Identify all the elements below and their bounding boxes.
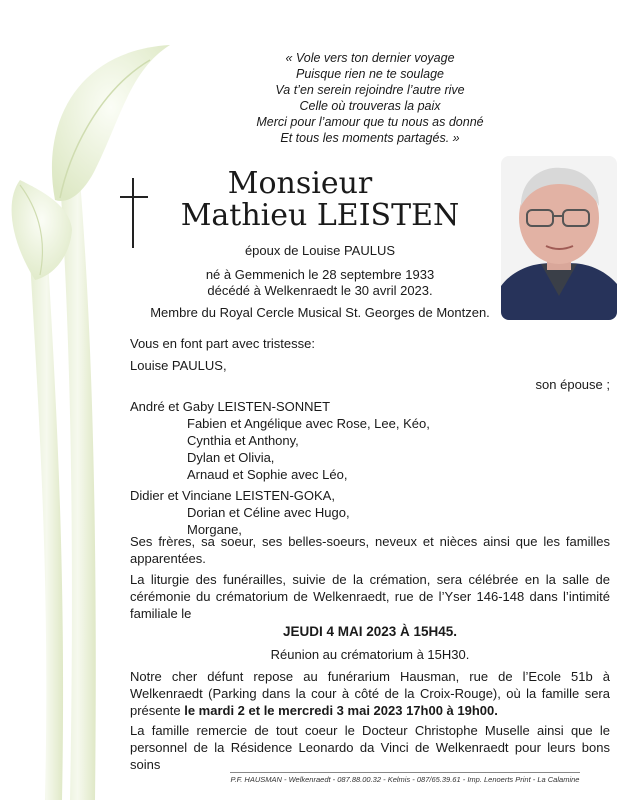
birth-line: né à Gemmenich le 28 septembre 1933 <box>205 267 435 282</box>
funeral-home-text <box>130 668 610 719</box>
siblings-text: Ses frères, sa soeur, ses belles-soeurs, neveux et nièces ainsi que les familles apparentées. <box>130 534 610 566</box>
poem-line: Et tous les moments partagés. » <box>280 131 460 145</box>
portrait-photo <box>501 156 617 320</box>
wife-name: Louise PAULUS, <box>130 358 227 373</box>
death-line: décédé à Welkenraedt le 30 avril 2023. <box>207 283 433 298</box>
wife-role: son épouse ; <box>535 377 610 392</box>
mourners-list <box>130 335 610 538</box>
birth-death <box>140 267 500 299</box>
family-member: Fabien et Angélique avec Rose, Lee, Kéo, <box>187 416 430 431</box>
footer-credits: P.F. HAUSMAN - Welkenraedt - 087.88.00.32 - Kelmis - 087/65.39.61 - Imp. Lenoerts Print - La Calamine <box>230 772 580 784</box>
family-member: Morgane, <box>187 522 242 537</box>
meeting-text: Réunion au crématorium à 15H30. <box>270 647 470 662</box>
family-member: Cynthia et Anthony, <box>187 433 299 448</box>
cross-icon <box>120 178 148 248</box>
family-member: Dorian et Céline avec Hugo, <box>187 505 350 520</box>
membership: Membre du Royal Cercle Musical St. Georges de Montzen. <box>150 305 490 320</box>
intro-text: Vous en font part avec tristesse: <box>130 336 315 351</box>
thanks-text: La famille remercie de tout coeur le Docteur Christophe Muselle ainsi que le personnel de la Résidence Leonardo da Vinci de Welkenraedt pour leurs bons soins <box>130 723 610 772</box>
rest-text: Notre cher défunt repose au funérarium Hausman, rue de l’Ecole 51b à Welkenraedt (Parking dans la cour à côté de la Croix-Rouge), où la famille sera présente <box>130 669 610 718</box>
deceased-name: Mathieu LEISTEN <box>180 198 460 233</box>
family-head: André et Gaby LEISTEN-SONNET <box>130 399 331 414</box>
spouse-of: époux de Louise PAULUS <box>244 243 396 258</box>
family-head: Didier et Vinciane LEISTEN-GOKA, <box>130 488 335 503</box>
ceremony-date: JEUDI 4 MAI 2023 À 15H45. <box>282 624 458 639</box>
visiting-hours: le mardi 2 et le mercredi 3 mai 2023 17h00 à 19h00. <box>184 703 498 718</box>
family-member: Arnaud et Sophie avec Léo, <box>187 467 348 482</box>
poem-line: Puisque rien ne te soulage <box>295 67 445 81</box>
poem-line: Celle où trouveras la paix <box>299 99 441 113</box>
poem <box>200 50 540 146</box>
liturgy-text: La liturgie des funérailles, suivie de la crémation, sera célébrée en la salle de cérémonie du crématorium de Welkenraedt, rue de l’Yser 146-148 dans l’intimité familiale le <box>130 572 610 621</box>
poem-line: Va t’en serein rejoindre l’autre rive <box>275 83 465 97</box>
poem-line: « Vole vers ton dernier voyage <box>285 51 455 65</box>
honorific-title: Monsieur <box>227 166 373 201</box>
family-member: Dylan et Olivia, <box>187 450 275 465</box>
poem-line: Merci pour l’amour que tu nous as donné <box>256 115 484 129</box>
